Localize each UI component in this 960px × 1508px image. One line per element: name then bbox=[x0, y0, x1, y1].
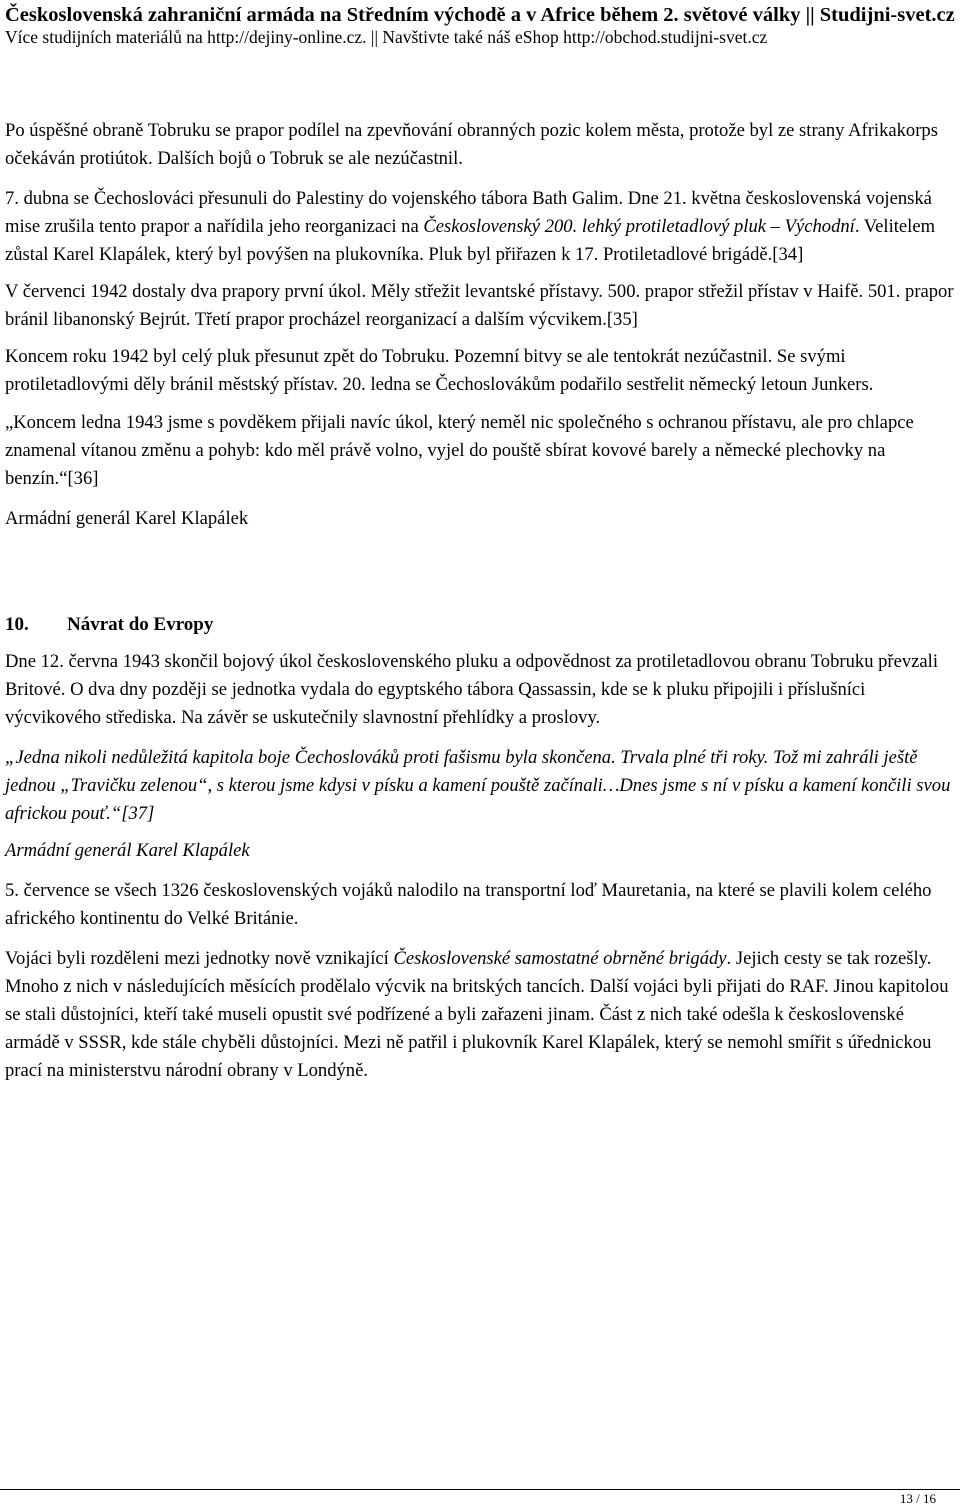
quote-attribution-2: Armádní generál Karel Klapálek bbox=[5, 840, 250, 861]
paragraph-end-1942: Koncem roku 1942 byl celý pluk přesunut zpět do Tobruku. Pozemní bitvy se ale tentokrát nezúčastnil. Se svými protiletadlovými děly bránil městský přístav. 20. ledna se Čechoslovákům podařilo sestřelit německý letoun Junkers. bbox=[5, 346, 874, 395]
paragraph-palestine-start: 7. dubna se Čechoslováci přesunuli do Palestiny do vojenského tábora Bath Galim. Dne 21. května československá vojenská mise zrušila tento prapor a nařídila jeho reorganizaci na bbox=[5, 188, 932, 237]
quote-chapter-closed: „Jedna nikoli nedůležitá kapitola boje Čechoslováků proti fašismu byla skončena. Trvala plné tři roky. Tož mi zahráli ještě jednou „Travičku zelenou“, s kterou jsme kdysi v písku a kamení pouště začínali…Dnes jsme s ní v písku a kamení končili svou africkou pouť.“[37] bbox=[5, 747, 951, 824]
paragraph-palestine bbox=[5, 185, 955, 269]
paragraph-july-1942: V červenci 1942 dostaly dva prapory první úkol. Měly střežit levantské přístavy. 500. prapor střežil přístav v Haifě. 501. prapor bránil libanonský Bejrút. Třetí prapor procházel reorganizací a dalším výcvikem.[35] bbox=[5, 281, 954, 330]
header-title: Československá zahraniční armáda na Středním východě a v Africe během 2. světové války || Studijni-svet.cz bbox=[5, 4, 955, 26]
header-subtitle: Více studijních materiálů na http://dejiny-online.cz. || Navštivte také náš eShop http://obchod.studijni-svet.cz bbox=[5, 27, 768, 47]
section-heading bbox=[5, 611, 955, 639]
quote-january-1943: „Koncem ledna 1943 jsme s povděkem přijali navíc úkol, který neměl nic společného s ochranou přístavu, ale pro chlapce znamenal vítanou změnu a pohyb: kdo měl právě volno, vyjel do pouště sbírat kovové barely a německé plechovky na benzín.“[36] bbox=[5, 412, 914, 489]
page-number: 13 / 16 bbox=[899, 1491, 936, 1506]
regiment-name: Československý 200. lehký protiletadlový pluk – Východní bbox=[423, 216, 855, 237]
brigade-name: Československé samostatné obrněné brigády bbox=[393, 948, 727, 969]
document-body bbox=[5, 117, 955, 1085]
paragraph-brigade bbox=[5, 945, 955, 1085]
footer-divider bbox=[0, 1489, 960, 1490]
paragraph-brigade-start: Vojáci byli rozděleni mezi jednotky nově vznikající bbox=[5, 948, 394, 969]
paragraph-palestine-end: . Velitelem zůstal Karel Klapálek, který byl povýšen na plukovníka. Pluk byl přiřazen k 17. Protiletadlové brigádě.[34] bbox=[5, 216, 936, 265]
paragraph-june-1943: Dne 12. června 1943 skončil bojový úkol československého pluku a odpovědnost za protiletadlovou obranu Tobruku převzali Britové. O dva dny později se jednotka vydala do egyptského tábora Qassassin, kde se k pluku připojili i příslušníci výcvikového střediska. Na závěr se uskutečnily slavnostní přehlídky a proslovy. bbox=[5, 651, 939, 728]
section-number: 10. bbox=[5, 614, 29, 635]
page-header bbox=[0, 0, 960, 50]
paragraph-tobruk-defense: Po úspěšné obraně Tobruku se prapor podílel na zpevňování obranných pozic kolem města, protože byl ze strany Afrikakorps očekáván protiútok. Dalších bojů o Tobruk se ale nezúčastnil. bbox=[5, 120, 938, 169]
paragraph-mauretania: 5. července se všech 1326 československých vojáků nalodilo na transportní loď Mauretania, na které se plavili kolem celého afrického kontinentu do Velké Británie. bbox=[5, 880, 932, 929]
paragraph-brigade-end: . Jejich cesty se tak rozešly. Mnoho z nich v následujících měsících prodělalo výcvik na britských tancích. Další vojáci byli přijati do RAF. Jinou kapitolou se stali důstojníci, kteří také museli opustit své podřízené a byli zařazeni jinam. Část z nich také odešla k československé armádě v SSSR, kde stále chyběli důstojníci. Mezi ně patřil i plukovník Karel Klapálek, který se nemohl smířit s úřednickou prací na ministerstvu národní obrany v Londýně. bbox=[5, 948, 949, 1081]
quote-attribution: Armádní generál Karel Klapálek bbox=[5, 508, 249, 529]
section-title: Návrat do Evropy bbox=[67, 614, 214, 635]
